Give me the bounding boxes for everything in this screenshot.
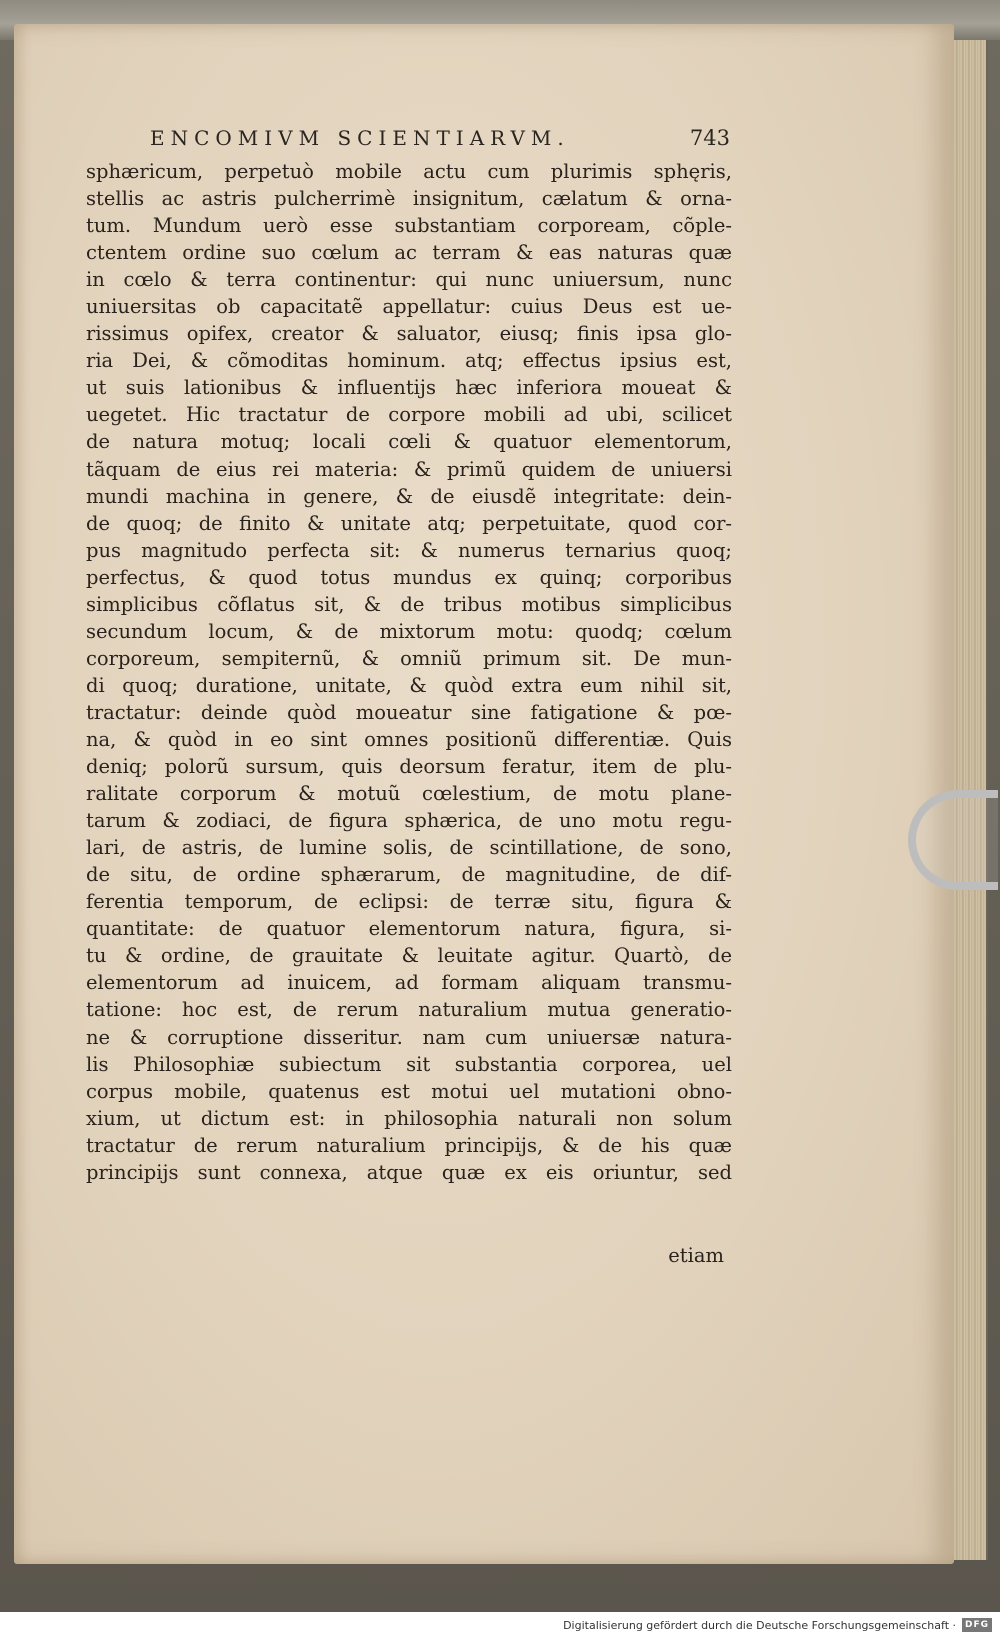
running-head: ENCOMIVM SCIENTIARVM. [150, 126, 570, 150]
text-line: uegetet. Hic tractatur de corpore mobili ad ubi, scilicet [86, 403, 732, 427]
text-line: ne & corruptione disseritur. nam cum uniuersæ natura- [86, 1025, 732, 1049]
page-number: 743 [689, 126, 730, 150]
text-line: de quoq; de finito & unitate atq; perpetuitate, quod cor- [86, 511, 732, 535]
text-line: xium, ut dictum est: in philosophia naturali non solum [86, 1106, 732, 1130]
body-text [86, 158, 732, 1186]
text-line: deniq; polorũ sursum, quis deorsum feratur, item de plu- [86, 755, 732, 779]
text-line: ut suis lationibus & influentijs hæc inferiora moueat & [86, 376, 732, 400]
text-line: principijs sunt connexa, atque quæ ex eis oriuntur, sed [86, 1160, 732, 1184]
text-line: in cœlo & terra continentur: qui nunc uniuersum, nunc [86, 268, 732, 292]
text-line: corpus mobile, quatenus est motui uel mutationi obno- [86, 1079, 732, 1103]
text-line: simplicibus cõflatus sit, & de tribus motibus simplicibus [86, 592, 732, 616]
text-line: rissimus opifex, creator & saluator, eiusq; finis ipsa glo- [86, 322, 732, 346]
text-line: lari, de astris, de lumine solis, de scintillatione, de sono, [86, 836, 732, 860]
text-line: ralitate corporum & motuũ cœlestium, de motu plane- [86, 782, 732, 806]
text-line: uniuersitas ob capacitatẽ appellatur: cuius Deus est ue- [86, 295, 732, 319]
page-header [150, 126, 730, 158]
catchword: etiam [668, 1244, 724, 1267]
text-line: na, & quòd in eo sint omnes positionũ differentiæ. Quis [86, 727, 732, 751]
text-line: ria Dei, & cõmoditas hominum. atq; effectus ipsius est, [86, 349, 732, 373]
text-line: stellis ac astris pulcherrimè insignitum, cælatum & orna- [86, 187, 732, 211]
text-line: ctentem ordine suo cœlum ac terram & eas naturas quæ [86, 241, 732, 265]
text-line: tu & ordine, de grauitate & leuitate agitur. Quartò, de [86, 944, 732, 968]
text-line: tarum & zodiaci, de figura sphærica, de uno motu regu- [86, 809, 732, 833]
text-line: sphæricum, perpetuò mobile actu cum plurimis sphęris, [86, 160, 732, 183]
text-line: de natura motuq; locali cœli & quatuor elementorum, [86, 430, 732, 454]
text-line: quantitate: de quatuor elementorum natura, figura, si- [86, 917, 732, 941]
paper-clip-icon [908, 790, 998, 890]
text-line: tractatur: deinde quòd moueatur sine fatigatione & pœ- [86, 700, 732, 724]
text-line: tãquam de eius rei materia: & primũ quidem de uniuersi [86, 457, 732, 481]
text-line: pus magnitudo perfecta sit: & numerus ternarius quoq; [86, 538, 732, 562]
text-line: mundi machina in genere, & de eiusdẽ integritate: dein- [86, 484, 732, 508]
dfg-logo-icon: DFG [962, 1618, 992, 1632]
text-line: elementorum ad inuicem, ad formam aliquam transmu- [86, 971, 732, 995]
text-line: tum. Mundum uerò esse substantiam corpoream, cõple- [86, 214, 732, 238]
footer-credit: Digitalisierung gefördert durch die Deutsche Forschungsgemeinschaft · [563, 1619, 956, 1632]
text-line: perfectus, & quod totus mundus ex quinq; corporibus [86, 565, 732, 589]
text-line: de situ, de ordine sphærarum, de magnitudine, de dif- [86, 863, 732, 887]
text-line: ferentia temporum, de eclipsi: de terræ situ, figura & [86, 890, 732, 914]
text-line: corporeum, sempiternũ, & omniũ primum sit. De mun- [86, 646, 732, 670]
text-line: tractatur de rerum naturalium principijs, & de his quæ [86, 1133, 732, 1157]
text-line: di quoq; duratione, unitate, & quòd extra eum nihil sit, [86, 673, 732, 697]
text-line: tatione: hoc est, de rerum naturalium mutua generatio- [86, 998, 732, 1022]
text-line: secundum locum, & de mixtorum motu: quodq; cœlum [86, 619, 732, 643]
text-line: lis Philosophiæ subiectum sit substantia corporea, uel [86, 1052, 732, 1076]
